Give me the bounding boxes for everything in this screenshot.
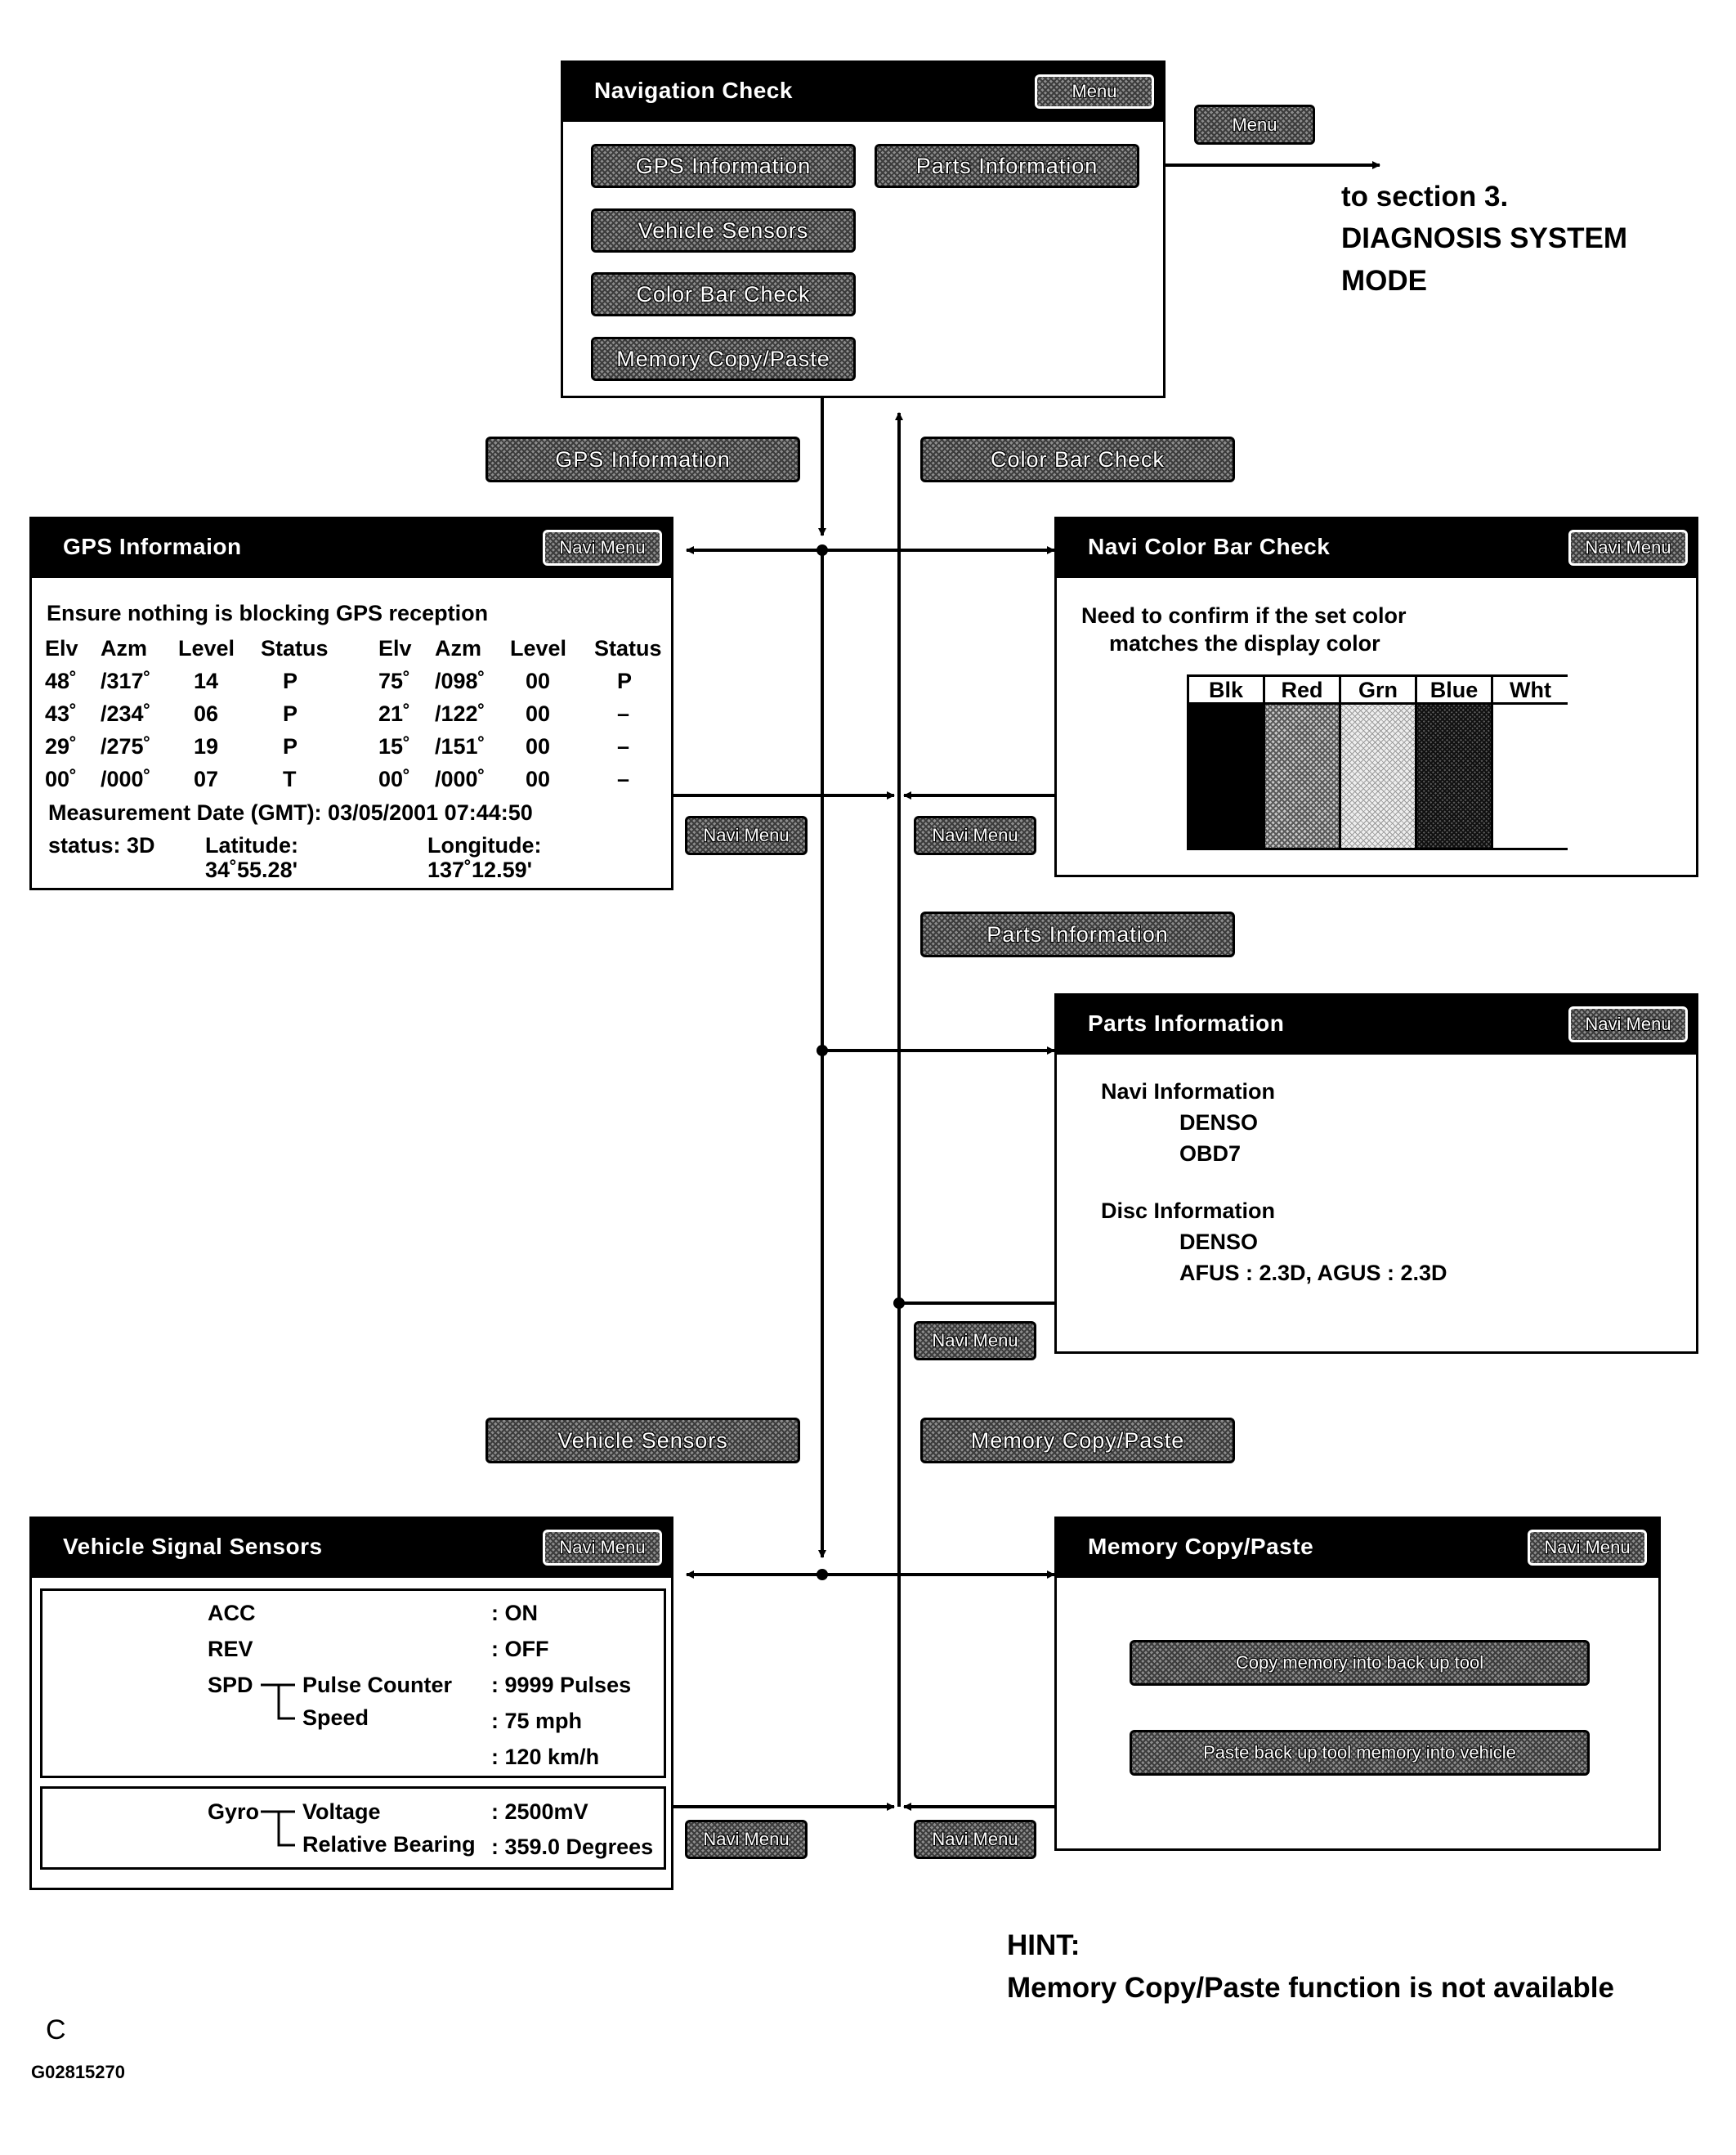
col-header: Level	[510, 636, 567, 661]
flow-parts-information-button[interactable]: Parts Information	[920, 912, 1235, 957]
navi-menu-button[interactable]: Navi Menu	[543, 1530, 662, 1566]
parts-information-screen	[1054, 993, 1698, 1354]
exit-text-line2: DIAGNOSIS SYSTEM	[1341, 222, 1628, 254]
color-label: Wht	[1493, 677, 1568, 705]
parts-navi-menu-button[interactable]: Navi Menu	[914, 1321, 1036, 1360]
flow-gps-information-button[interactable]: GPS Information	[485, 437, 800, 482]
menu-button[interactable]: Menu	[1035, 74, 1154, 109]
gyro-bracket	[261, 1812, 295, 1845]
col-header: Level	[178, 636, 235, 661]
screen-header	[1057, 996, 1696, 1055]
footer-letter: C	[46, 2014, 66, 2045]
navi-menu-button[interactable]: Navi Menu	[1568, 530, 1688, 566]
color-label: Blk	[1189, 677, 1263, 705]
copy-memory-button[interactable]: Copy memory into back up tool	[1130, 1640, 1590, 1686]
gps-cell: 75˚	[378, 669, 411, 693]
gps-cell: /098˚	[435, 669, 485, 693]
col-header: Elv	[378, 636, 412, 661]
exit-text-line3: MODE	[1341, 265, 1427, 297]
gps-cell: –	[617, 767, 630, 791]
gps-cell: /000˚	[435, 767, 485, 791]
screen-header	[1057, 1519, 1658, 1578]
color-bar-check-button[interactable]: Color Bar Check	[591, 272, 856, 316]
spd-label: SPD	[208, 1673, 253, 1697]
speed-kmh-value: : 120 km/h	[491, 1745, 600, 1769]
gps-cell: 29˚	[45, 734, 78, 759]
screen-title: GPS Informaion	[63, 534, 242, 559]
acc-value: : ON	[491, 1601, 538, 1625]
gps-cell: 00	[526, 701, 551, 726]
relative-bearing-value: : 359.0 Degrees	[491, 1835, 654, 1859]
voltage-label: Voltage	[302, 1799, 381, 1824]
color-swatch-black	[1189, 705, 1263, 848]
gps-cell: 00˚	[378, 767, 411, 791]
parts-information-button[interactable]: Parts Information	[875, 144, 1139, 188]
gps-cell: 15˚	[378, 734, 411, 759]
gps-status: status: 3D	[48, 833, 155, 858]
col-header: Azm	[435, 636, 482, 661]
vehicle-navi-menu-button[interactable]: Navi Menu	[685, 1820, 808, 1859]
navigation-check-screen	[561, 60, 1166, 398]
rev-value: : OFF	[491, 1637, 549, 1661]
gps-cell: P	[617, 669, 633, 693]
gps-cell: P	[283, 669, 298, 693]
paste-memory-button[interactable]: Paste back up tool memory into vehicle	[1130, 1730, 1590, 1776]
color-label: Red	[1265, 677, 1339, 705]
gps-cell: 48˚	[45, 669, 78, 693]
gps-cell: 00	[526, 734, 551, 759]
navi-menu-button[interactable]: Navi Menu	[1528, 1530, 1647, 1566]
color-swatch-red	[1265, 705, 1339, 848]
navi-information-value: OBD7	[1179, 1141, 1242, 1166]
screen-title: Parts Information	[1088, 1010, 1285, 1036]
color-swatch-green	[1341, 705, 1415, 848]
disc-information-value: DENSO	[1179, 1230, 1259, 1254]
longitude-value: 137˚12.59'	[427, 858, 533, 882]
col-header: Status	[594, 636, 662, 661]
gps-cell: 00	[526, 669, 551, 693]
hint-title: HINT:	[1007, 1929, 1081, 1961]
gps-cell: /275˚	[101, 734, 151, 759]
screen-title: Memory Copy/Paste	[1088, 1534, 1314, 1559]
gps-cell: 21˚	[378, 701, 411, 726]
pulse-counter-value: : 9999 Pulses	[491, 1673, 632, 1697]
gps-cell: 43˚	[45, 701, 78, 726]
disc-information-value: AFUS : 2.3D, AGUS : 2.3D	[1179, 1261, 1447, 1285]
gps-information-button[interactable]: GPS Information	[591, 144, 856, 188]
gps-cell: 00	[526, 767, 551, 791]
screen-header	[32, 519, 671, 578]
colorbar-line1: Need to confirm if the set color	[1081, 603, 1407, 628]
pulse-counter-label: Pulse Counter	[302, 1673, 453, 1697]
col-header: Elv	[45, 636, 78, 661]
color-column-blue	[1417, 677, 1493, 848]
color-bar-table	[1187, 674, 1568, 850]
gps-information-screen	[29, 517, 673, 890]
navi-menu-button[interactable]: Navi Menu	[543, 530, 662, 566]
colorbar-line2: matches the display color	[1109, 631, 1380, 656]
color-label: Blue	[1417, 677, 1491, 705]
gyro-label: Gyro	[208, 1799, 260, 1824]
screen-header	[563, 63, 1163, 122]
color-bar-check-screen	[1054, 517, 1698, 877]
junction-dot	[817, 1569, 828, 1580]
exit-text-line1: to section 3.	[1341, 181, 1509, 213]
color-column-blk	[1189, 677, 1265, 848]
gps-cell: 07	[194, 767, 219, 791]
disc-information-label: Disc Information	[1101, 1198, 1276, 1223]
flow-memory-copy-paste-button[interactable]: Memory Copy/Paste	[920, 1418, 1235, 1463]
memory-copy-paste-button[interactable]: Memory Copy/Paste	[591, 337, 856, 381]
junction-dot	[893, 1297, 905, 1309]
junction-dot	[817, 544, 828, 556]
screen-title: Vehicle Signal Sensors	[63, 1534, 323, 1559]
gps-cell: –	[617, 734, 630, 759]
color-column-grn	[1341, 677, 1417, 848]
screen-header	[1057, 519, 1696, 578]
gps-cell: –	[617, 701, 630, 726]
memory-navi-menu-button[interactable]: Navi Menu	[914, 1820, 1036, 1859]
gps-cell: /000˚	[101, 767, 151, 791]
gps-notice: Ensure nothing is blocking GPS reception	[47, 601, 489, 625]
gps-cell: P	[283, 734, 298, 759]
latitude-label: Latitude:	[205, 833, 298, 858]
screen-title: Navi Color Bar Check	[1088, 534, 1331, 559]
bracket-lines	[32, 1519, 676, 1893]
memory-copy-paste-screen	[1054, 1517, 1661, 1851]
navi-menu-button[interactable]: Navi Menu	[1568, 1006, 1688, 1042]
gps-cell: 00˚	[45, 767, 78, 791]
gps-cell: T	[283, 767, 297, 791]
longitude-label: Longitude:	[427, 833, 542, 858]
spd-bracket	[261, 1685, 295, 1718]
color-column-wht	[1493, 677, 1568, 848]
acc-label: ACC	[208, 1601, 256, 1625]
footer-code: G02815270	[31, 2062, 125, 2082]
gps-navi-menu-button[interactable]: Navi Menu	[685, 816, 808, 855]
color-swatch-blue	[1417, 705, 1491, 848]
gps-cell: /151˚	[435, 734, 485, 759]
flow-vehicle-sensors-button[interactable]: Vehicle Sensors	[485, 1418, 800, 1463]
voltage-value: : 2500mV	[491, 1799, 588, 1824]
gps-cell: /122˚	[435, 701, 485, 726]
color-column-red	[1265, 677, 1341, 848]
screen-title: Navigation Check	[594, 78, 793, 103]
navi-information-label: Navi Information	[1101, 1079, 1276, 1104]
gps-measurement: Measurement Date (GMT): 03/05/2001 07:44:50	[48, 800, 533, 825]
gps-cell: 06	[194, 701, 219, 726]
col-header: Status	[261, 636, 329, 661]
gps-cell: 19	[194, 734, 219, 759]
speed-mph-value: : 75 mph	[491, 1709, 583, 1733]
colorbar-navi-menu-button[interactable]: Navi Menu	[914, 816, 1036, 855]
relative-bearing-label: Relative Bearing	[302, 1832, 476, 1857]
speed-label: Speed	[302, 1705, 369, 1730]
junction-dot	[817, 1045, 828, 1056]
vehicle-signal-sensors-screen	[29, 1517, 673, 1890]
navi-information-value: DENSO	[1179, 1110, 1259, 1135]
col-header: Azm	[101, 636, 148, 661]
gps-cell: /234˚	[101, 701, 151, 726]
flow-color-bar-check-button[interactable]: Color Bar Check	[920, 437, 1235, 482]
gps-cell: /317˚	[101, 669, 151, 693]
rev-label: REV	[208, 1637, 253, 1661]
color-swatch-white	[1493, 705, 1568, 848]
gps-cell: P	[283, 701, 298, 726]
hint-text: Memory Copy/Paste function is not available	[1007, 1972, 1614, 2004]
color-label: Grn	[1341, 677, 1415, 705]
latitude-value: 34˚55.28'	[205, 858, 298, 882]
menu-exit-button[interactable]: Menu	[1194, 105, 1315, 145]
vehicle-sensors-button[interactable]: Vehicle Sensors	[591, 208, 856, 253]
gps-cell: 14	[194, 669, 219, 693]
